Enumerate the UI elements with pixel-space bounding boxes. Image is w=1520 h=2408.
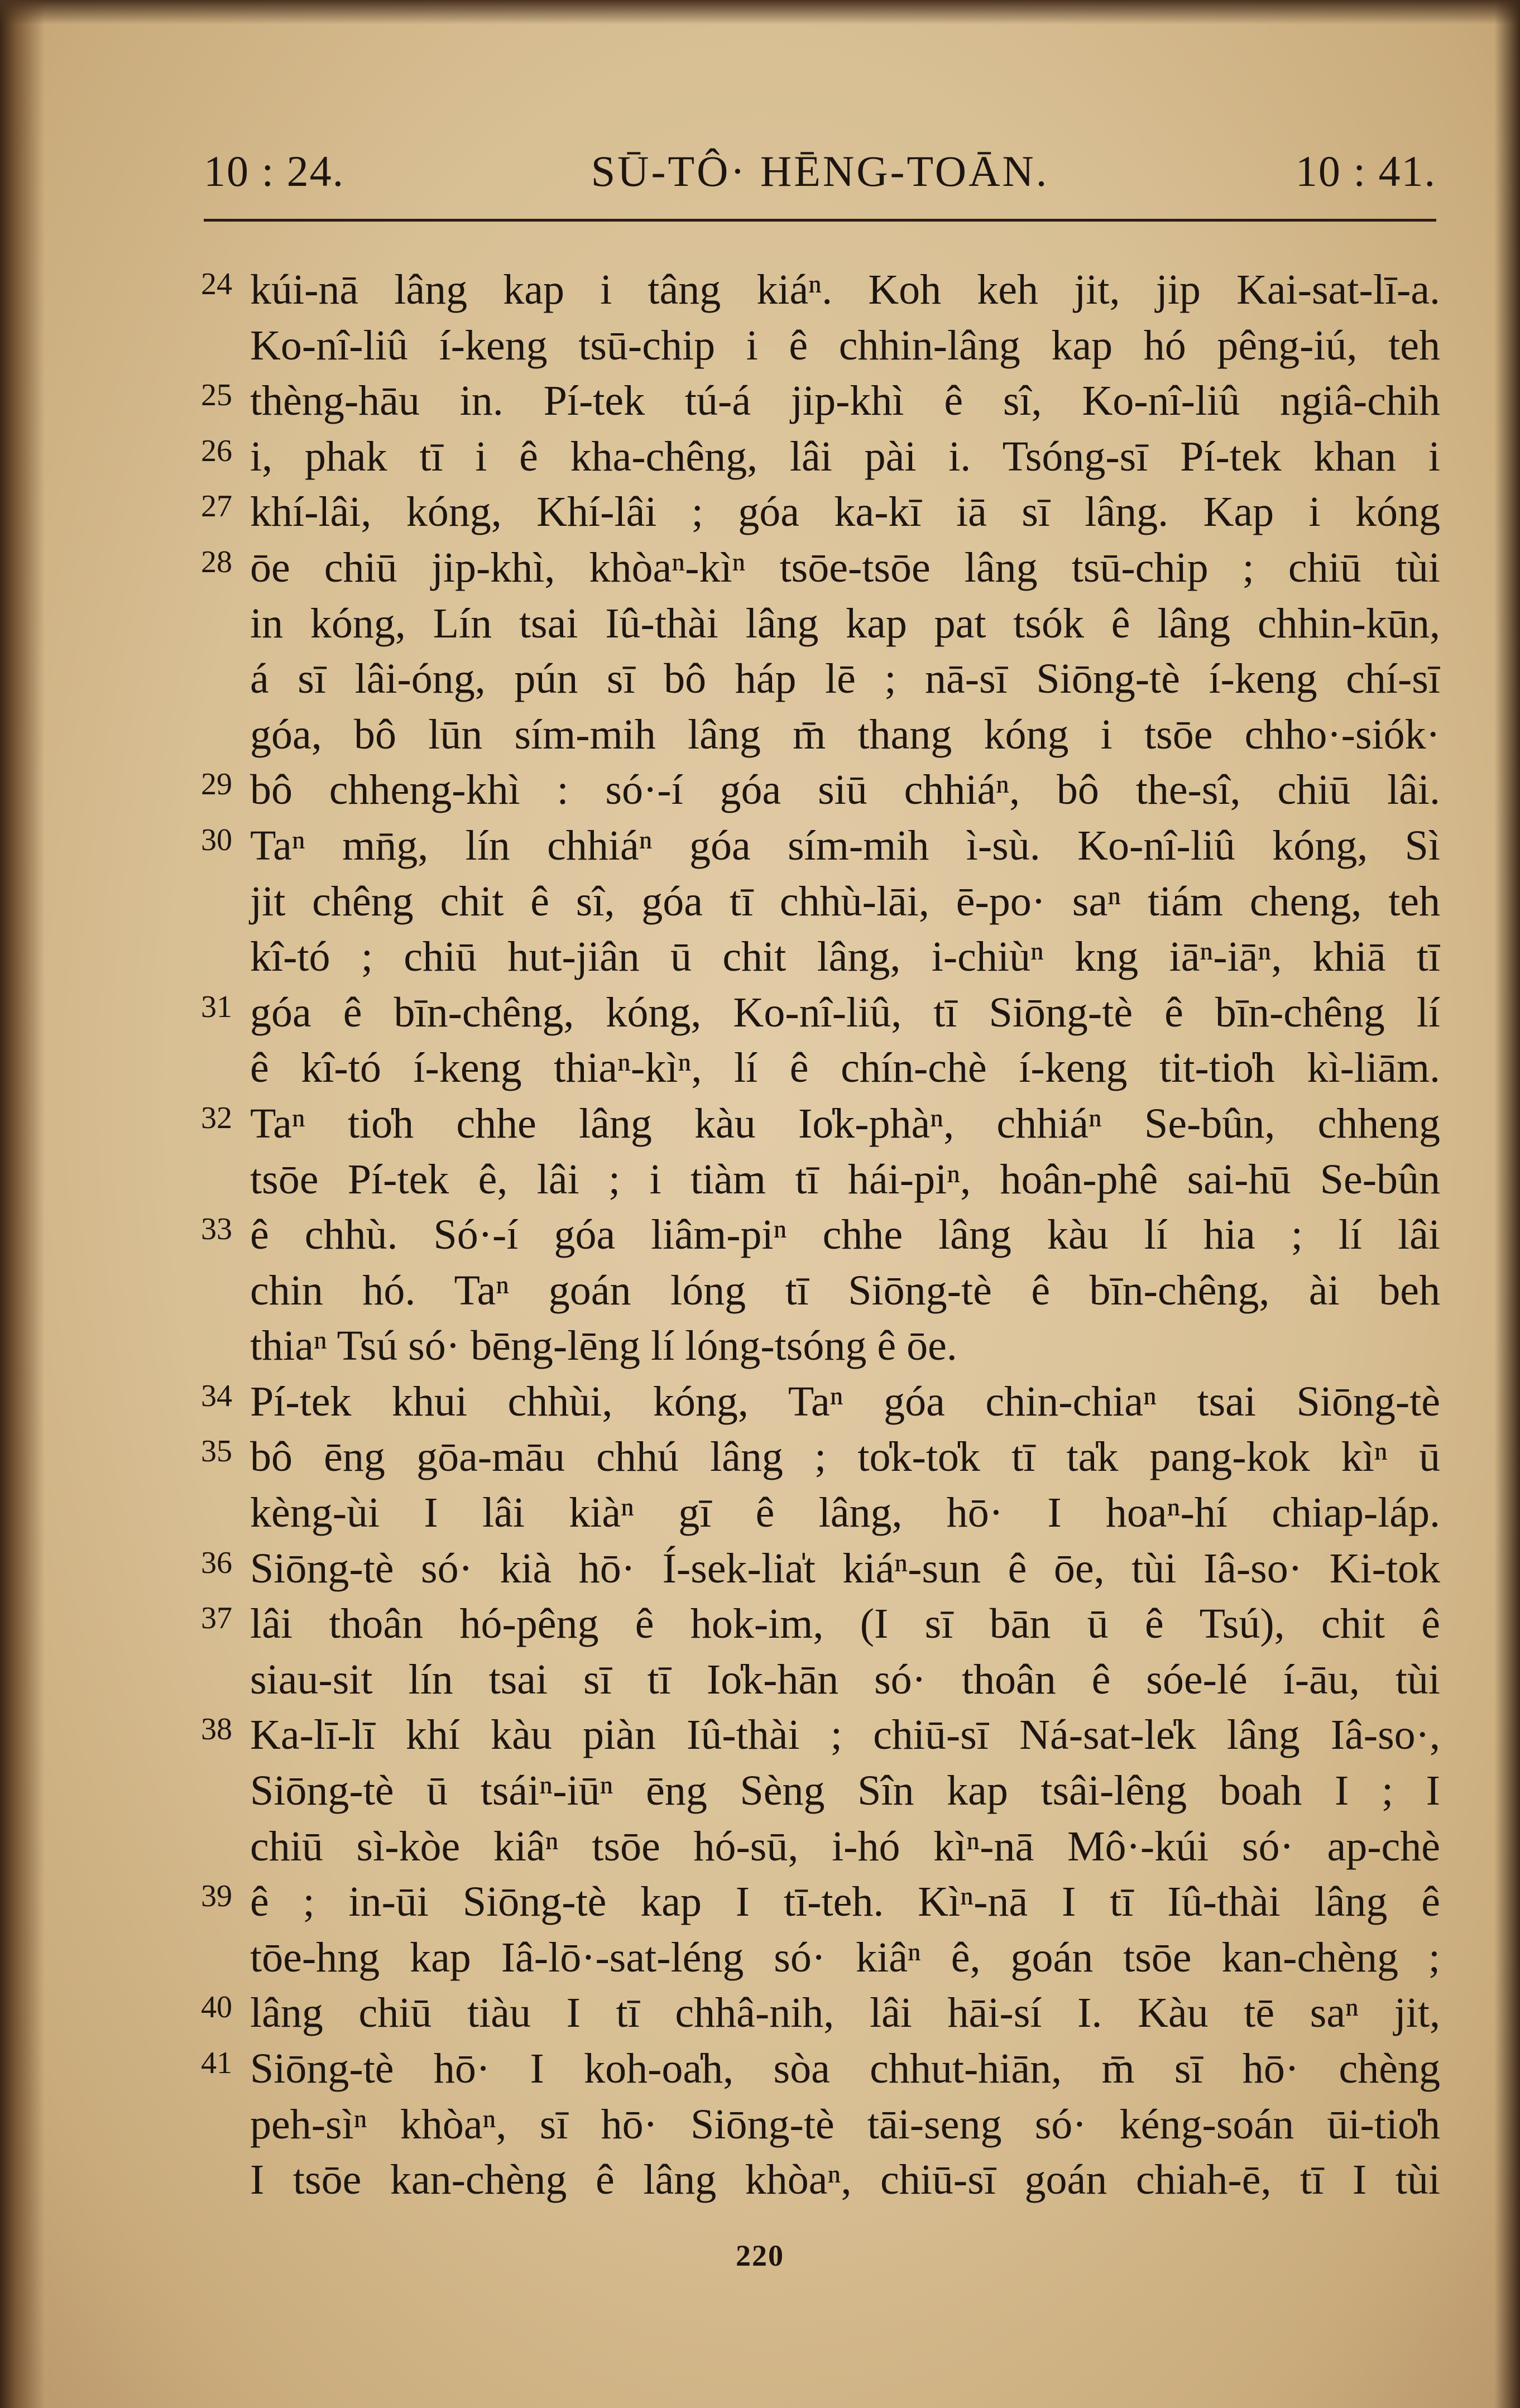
text-line — [201, 2097, 1440, 2153]
text-line — [201, 874, 1440, 930]
line-text: lâi thoân hó-pêng ê hok-im, (I sī bān ū ê Tsú), chit ê — [250, 1600, 1440, 1648]
verse-number: 28 — [201, 544, 232, 579]
line-text: Ka-lī-lī khí kàu piàn Iû-thài ; chiū-sī Ná-sat-le̍k lâng Iâ-so·, — [250, 1711, 1440, 1759]
line-text: góa ê bīn-chêng, kóng, Ko-nî-liû, tī Siōng-tè ê bīn-chêng lí — [250, 989, 1440, 1036]
text-line — [201, 262, 1440, 318]
line-text: ê ; in-ūi Siōng-tè kap I tī-teh. Kìⁿ-nā I tī Iû-thài lâng ê — [250, 1878, 1440, 1926]
line-text: ōe chiū jip-khì, khòaⁿ-kìⁿ tsōe-tsōe lâng tsū-chip ; chiū tùi — [250, 544, 1440, 591]
text-line — [201, 1430, 1440, 1485]
line-text: Taⁿ tio̍h chhe lâng kàu Io̍k-phàⁿ, chhiáⁿ Se-bûn, chheng — [250, 1100, 1440, 1147]
text-line — [201, 985, 1440, 1041]
text-line — [201, 1207, 1440, 1263]
verse-number: 25 — [201, 378, 232, 413]
line-text: ê kî-tó í-keng thiaⁿ-kìⁿ, lí ê chín-chè í-keng tit-tio̍h kì-liām. — [250, 1044, 1440, 1092]
verse-number: 26 — [201, 433, 232, 468]
running-header — [204, 146, 1436, 208]
text-line — [201, 429, 1440, 485]
verse-number: 39 — [201, 1879, 232, 1914]
text-line — [201, 318, 1440, 374]
line-text: jit chêng chit ê sî, góa tī chhù-lāi, ē-po· saⁿ tiám cheng, teh — [250, 877, 1440, 925]
text-line — [201, 929, 1440, 985]
line-text: chiū sì-kòe kiâⁿ tsōe hó-sū, i-hó kìⁿ-nā Mô·-kúi só· ap-chè — [250, 1822, 1440, 1870]
line-text: Pí-tek khui chhùi, kóng, Taⁿ góa chin-chiaⁿ tsai Siōng-tè — [250, 1378, 1440, 1425]
verse-number: 33 — [201, 1212, 232, 1247]
header-chapter-verse-start: 10 : 24. — [204, 147, 345, 195]
line-text: góa, bô lūn sím-mih lâng m̄ thang kóng i tsōe chho·-siók· — [250, 711, 1440, 758]
text-line — [201, 1040, 1440, 1096]
text-line — [201, 373, 1440, 429]
verse-number: 40 — [201, 1990, 232, 2025]
verse-number: 36 — [201, 1545, 232, 1580]
text-line — [201, 1374, 1440, 1430]
verse-number: 31 — [201, 989, 232, 1024]
line-text: Ko-nî-liû í-keng tsū-chip i ê chhin-lâng kap hó pêng-iú, teh — [250, 322, 1440, 369]
line-text: tōe-hng kap Iâ-lō·-sat-léng só· kiâⁿ ê, goán tsōe kan-chèng ; — [250, 1934, 1440, 1981]
line-text: lâng chiū tiàu I tī chhâ-nih, lâi hāi-sí I. Kàu tē saⁿ jit, — [250, 1989, 1440, 2037]
line-text: á sī lâi-óng, pún sī bô háp lē ; nā-sī Siōng-tè í-keng chí-sī — [250, 655, 1440, 703]
line-text: kî-tó ; chiū hut-jiân ū chit lâng, i-chiùⁿ kng iāⁿ-iāⁿ, khiā tī — [250, 933, 1440, 981]
line-text: kèng-ùi I lâi kiàⁿ gī ê lâng, hō· I hoaⁿ-hí chiap-láp. — [250, 1489, 1440, 1537]
line-text: I tsōe kan-chèng ê lâng khòaⁿ, chiū-sī goán chiah-ē, tī I tùi — [250, 2156, 1440, 2204]
text-line — [201, 1485, 1440, 1541]
header-book-title: SŪ-TÔ· HĒNG-TOĀN. — [591, 147, 1049, 195]
line-text: Taⁿ mn̄g, lín chhiáⁿ góa sím-mih ì-sù. Ko-nî-liû kóng, Sì — [250, 822, 1440, 869]
line-text: thiaⁿ Tsú só· bēng-lēng lí lóng-tsóng ê ōe. — [250, 1322, 957, 1370]
top-edge-shadow — [0, 0, 1520, 25]
text-line — [201, 485, 1440, 540]
line-text: thèng-hāu in. Pí-tek tú-á jip-khì ê sî, Ko-nî-liû ngiâ-chih — [250, 377, 1440, 425]
text-line — [201, 1819, 1440, 1875]
text-line — [201, 1541, 1440, 1597]
text-line — [201, 762, 1440, 818]
text-line — [201, 1318, 1440, 1374]
verse-number: 29 — [201, 767, 232, 802]
line-text: kúi-nā lâng kap i tâng kiáⁿ. Koh keh jit, jip Kai-sat-lī-a. — [250, 266, 1440, 313]
text-line — [201, 540, 1440, 596]
verse-number: 41 — [201, 2046, 232, 2080]
line-text: Siōng-tè só· kià hō· Í-sek-lia̍t kiáⁿ-sun ê ōe, tùi Iâ-so· Ki-tok — [250, 1544, 1440, 1592]
line-text: ê chhù. Só·-í góa liâm-piⁿ chhe lâng kàu lí hia ; lí lâi — [250, 1211, 1440, 1259]
scripture-text — [201, 262, 1440, 2208]
line-text: siau-sit lín tsai sī tī Io̍k-hān só· thoân ê sóe-lé í-āu, tùi — [250, 1656, 1440, 1703]
text-line — [201, 1263, 1440, 1319]
text-line — [201, 2041, 1440, 2097]
text-line — [201, 1930, 1440, 1986]
verse-number: 37 — [201, 1601, 232, 1636]
line-text: chin hó. Taⁿ goán lóng tī Siōng-tè ê bīn-chêng, ài beh — [250, 1267, 1440, 1314]
text-line — [201, 596, 1440, 652]
line-text: Siōng-tè hō· I koh-oa̍h, sòa chhut-hiān, m̄ sī hō· chèng — [250, 2045, 1440, 2092]
verse-number: 30 — [201, 822, 232, 857]
text-line — [201, 818, 1440, 874]
text-line — [201, 1985, 1440, 2041]
line-text: bô ēng gōa-māu chhú lâng ; to̍k-to̍k tī ta̍k pang-kok kìⁿ ū — [250, 1433, 1440, 1481]
header-chapter-verse-end: 10 : 41. — [1295, 147, 1436, 195]
text-line — [201, 1152, 1440, 1208]
header-rule — [204, 219, 1436, 222]
line-text: khí-lâi, kóng, Khí-lâi ; góa ka-kī iā sī lâng. Kap i kóng — [250, 488, 1440, 536]
line-text: tsōe Pí-tek ê, lâi ; i tiàm tī hái-piⁿ, hoân-phê sai-hū Se-bûn — [250, 1155, 1440, 1203]
text-line — [201, 1707, 1440, 1763]
line-text: i, phak tī i ê kha-chêng, lâi pài i. Tsóng-sī Pí-tek khan i — [250, 433, 1440, 480]
text-line — [201, 1652, 1440, 1708]
verse-number: 35 — [201, 1434, 232, 1469]
verse-number: 27 — [201, 489, 232, 524]
line-text: bô chheng-khì : só·-í góa siū chhiáⁿ, bô the-sî, chiū lâi. — [250, 766, 1440, 814]
verse-number: 32 — [201, 1100, 232, 1135]
text-line — [201, 2152, 1440, 2208]
text-line — [201, 1763, 1440, 1819]
text-line — [201, 1874, 1440, 1930]
text-line — [201, 1096, 1440, 1152]
text-line — [201, 1596, 1440, 1652]
line-text: Siōng-tè ū tsáiⁿ-iūⁿ ēng Sèng Sîn kap tsâi-lêng boah I ; I — [250, 1767, 1440, 1815]
text-line — [201, 707, 1440, 763]
verse-number: 24 — [201, 267, 232, 301]
verse-number: 34 — [201, 1378, 232, 1413]
text-line — [201, 651, 1440, 707]
page-number: 220 — [736, 2239, 784, 2272]
line-text: in kóng, Lín tsai Iû-thài lâng kap pat tsók ê lâng chhin-kūn, — [250, 599, 1440, 647]
verse-number: 38 — [201, 1712, 232, 1747]
line-text: peh-sìⁿ khòaⁿ, sī hō· Siōng-tè tāi-seng só· kéng-soán ūi-tio̍h — [250, 2100, 1440, 2148]
